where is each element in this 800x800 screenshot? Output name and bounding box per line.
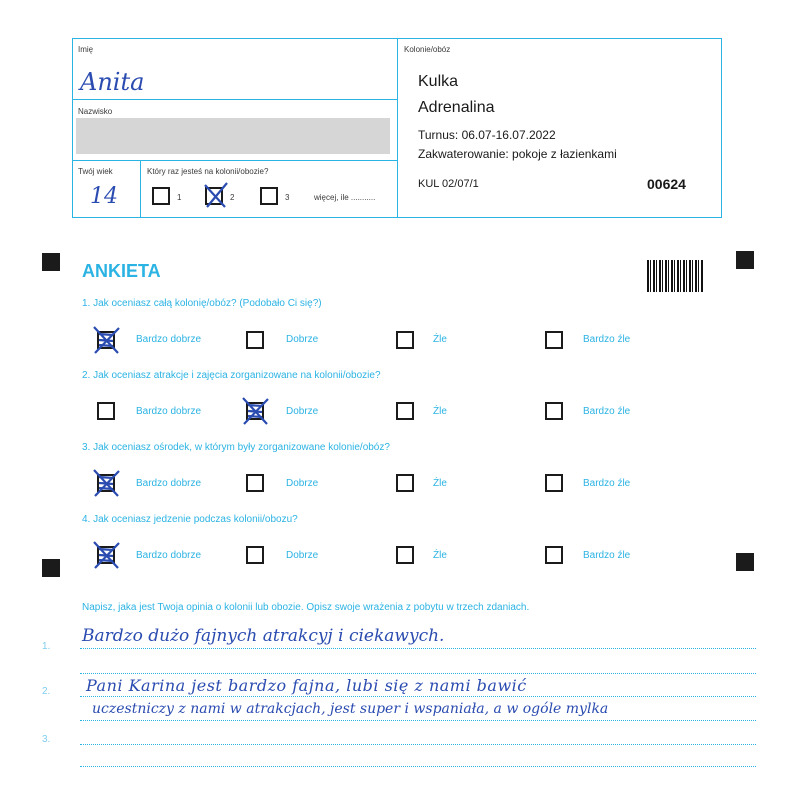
q1-label-bardzo-zle: Bardzo źle bbox=[583, 334, 631, 345]
scribble-check-icon bbox=[94, 327, 119, 353]
line-number-1: 1. bbox=[42, 641, 51, 652]
q4-label-dobrze: Dobrze bbox=[286, 550, 319, 561]
q2-label-dobrze: Dobrze bbox=[286, 406, 319, 417]
q4-label-zle: Źle bbox=[433, 550, 447, 561]
times-option-3: 3 bbox=[285, 193, 290, 202]
q3-label-dobrze: Dobrze bbox=[286, 478, 319, 489]
nazwisko-label: Nazwisko bbox=[78, 107, 113, 116]
q2-label-bardzo-zle: Bardzo źle bbox=[583, 406, 631, 417]
wiek-label: Twój wiek bbox=[78, 167, 113, 176]
scribble-check-icon bbox=[94, 542, 119, 568]
scribble-check-icon bbox=[94, 470, 119, 496]
q3-label-bardzo-dobrze: Bardzo dobrze bbox=[136, 478, 202, 489]
line-number-3: 3. bbox=[42, 734, 51, 745]
q3-label-zle: Źle bbox=[433, 478, 447, 489]
question-4: 4. Jak oceniasz jedzenie podczas kolonii/obozu? bbox=[82, 514, 298, 525]
q1-label-zle: Źle bbox=[433, 334, 447, 345]
turnus: Turnus: 06.07-16.07.2022 bbox=[418, 128, 556, 142]
survey-title: ANKIETA bbox=[82, 261, 161, 281]
times-option-1: 1 bbox=[177, 193, 182, 202]
kolonie-sub: Adrenalina bbox=[418, 99, 495, 116]
line-number-2: 2. bbox=[42, 686, 51, 697]
wiek-value[interactable]: 14 bbox=[90, 184, 118, 209]
q2-label-zle: Źle bbox=[433, 406, 447, 417]
zakwaterowanie: Zakwaterowanie: pokoje z łazienkami bbox=[418, 147, 617, 161]
question-3: 3. Jak oceniasz ośrodek, w którym były zorganizowane kolonie/obóz? bbox=[82, 442, 390, 453]
kolonie-name: Kulka bbox=[418, 73, 459, 90]
question-2: 2. Jak oceniasz atrakcje i zajęcia zorganizowane na kolonii/obozie? bbox=[82, 370, 381, 381]
scribble-check-icon bbox=[243, 398, 268, 424]
camp-code: KUL 02/07/1 bbox=[418, 178, 479, 190]
times-option-2: 2 bbox=[230, 193, 235, 202]
imie-label: Imię bbox=[78, 45, 94, 54]
opinion-prompt: Napisz, jaka jest Twoja opinia o kolonii lub obozie. Opisz swoje wrażenia z pobytu w trzech zdaniach. bbox=[82, 602, 530, 613]
q3-label-bardzo-zle: Bardzo źle bbox=[583, 478, 631, 489]
answer-1[interactable]: Bardzo dużo fajnych atrakcyj i ciekawych. bbox=[82, 626, 445, 646]
q4-label-bardzo-zle: Bardzo źle bbox=[583, 550, 631, 561]
q1-label-dobrze: Dobrze bbox=[286, 334, 319, 345]
imie-value[interactable]: Anita bbox=[80, 68, 145, 96]
ktory-raz-label: Który raz jesteś na kolonii/obozie? bbox=[147, 167, 269, 176]
q4-label-bardzo-dobrze: Bardzo dobrze bbox=[136, 550, 202, 561]
question-1: 1. Jak oceniasz całą kolonię/obóz? (Podobało Ci się?) bbox=[82, 298, 322, 309]
times-option-more: więcej, ile ........... bbox=[314, 193, 376, 202]
form-number: 00624 bbox=[647, 176, 686, 192]
q2-label-bardzo-dobrze: Bardzo dobrze bbox=[136, 406, 202, 417]
answer-2[interactable]: Pani Karina jest bardzo fajna, lubi się z nami bawić bbox=[86, 676, 527, 695]
kolonie-label: Kolonie/obóz bbox=[404, 45, 451, 54]
q1-label-bardzo-dobrze: Bardzo dobrze bbox=[136, 334, 202, 345]
answer-3[interactable]: uczestniczy z nami w atrakcjach, jest super i wspaniała, a w ogóle mylka bbox=[92, 701, 609, 717]
